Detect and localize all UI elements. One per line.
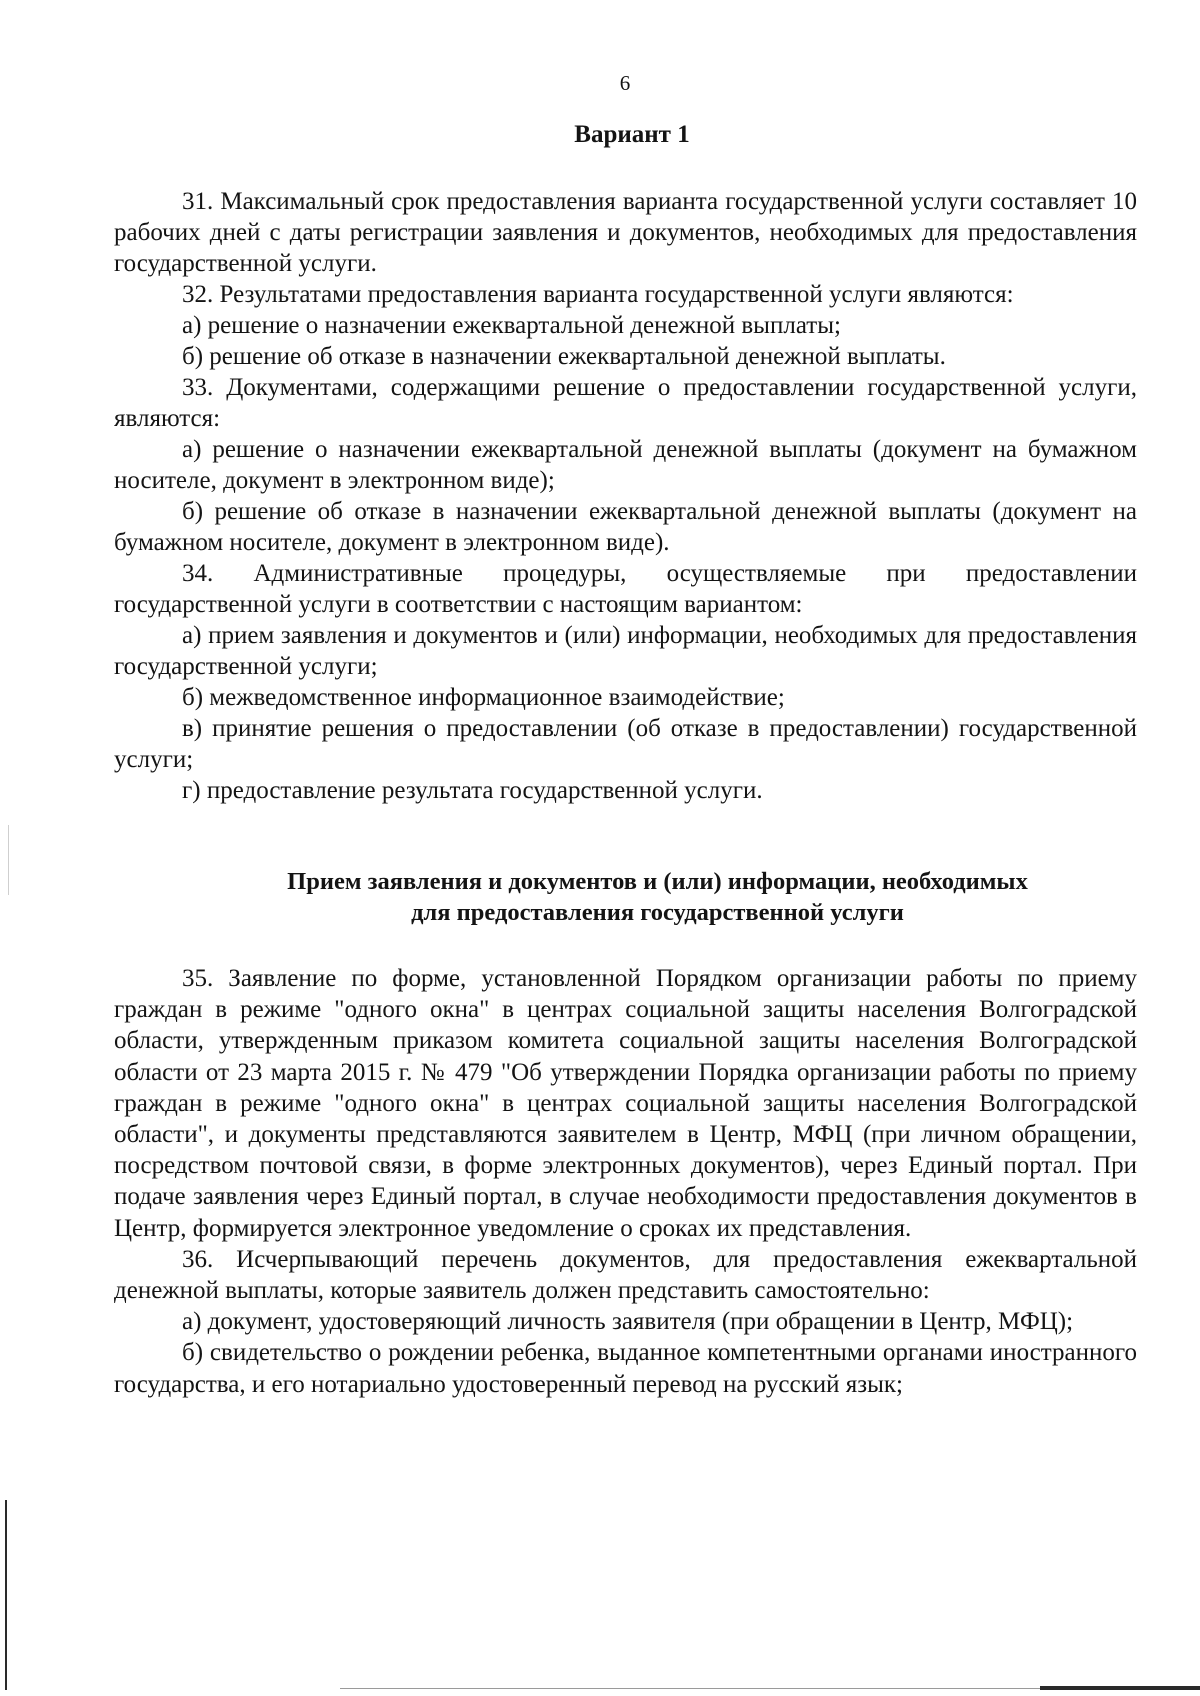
page-number: 6	[619, 71, 631, 95]
scan-artifact-bottom-edge	[1040, 1686, 1200, 1690]
paragraph-33-item-b: б) решение об отказе в назначении ежеквартальной денежной выплаты (документ на бумажном носителе, документ в электронном виде).	[114, 498, 1137, 556]
scan-artifact-left-edge	[5, 1500, 7, 1690]
paragraph-33-item-a: а) решение о назначении ежеквартальной денежной выплаты (документ на бумажном носителе, документ в электронном виде);	[114, 436, 1137, 494]
body-text-part1	[114, 186, 1137, 806]
section-heading-line-2: для предоставления государственной услуги	[411, 899, 904, 926]
paragraph-31: 31. Максимальный срок предоставления варианта государственной услуги составляет 10 рабочих дней с даты регистрации заявления и документов, необходимых для предоставления государственной услуги.	[114, 188, 1137, 277]
paragraph-32-item-b: б) решение об отказе в назначении ежеквартальной денежной выплаты.	[182, 343, 946, 370]
paragraph-32-item-a: а) решение о назначении ежеквартальной денежной выплаты;	[182, 312, 841, 339]
paragraph-34-item-b: б) межведомственное информационное взаимодействие;	[182, 684, 785, 711]
variant-title: Вариант 1	[574, 121, 690, 148]
scan-artifact-bottom-faint	[340, 1688, 1040, 1689]
paragraph-33: 33. Документами, содержащими решение о предоставлении государственной услуги, являются:	[114, 374, 1137, 432]
section-heading-line-1: Прием заявления и документов и (или) информации, необходимых	[287, 868, 1028, 895]
paragraph-35: 35. Заявление по форме, установленной Порядком организации работы по приему граждан в режиме "одного окна" в центрах социальной защиты населения Волгоградской области, утвержденным приказом комитета социальной защиты населения Волгоградской области от 23 марта 2015 г. № 479 "Об утверждении Порядка организации работы по приему граждан в режиме "одного окна" в центрах социальной защиты населения Волгоградской области", и документы представляются заявителем в Центр, МФЦ (при личном обращении, посредством почтовой связи, в форме электронных документов), через Единый портал. При подаче заявления через Единый портал, в случае необходимости предоставления документов в Центр, формируется электронное уведомление о сроках их представления.	[114, 965, 1137, 1242]
paragraph-34-item-v: в) принятие решения о предоставлении (об отказе в предоставлении) государственной услуги;	[114, 715, 1137, 773]
body-text-part2	[114, 963, 1137, 1400]
paragraph-32: 32. Результатами предоставления варианта государственной услуги являются:	[182, 281, 1014, 308]
paragraph-34-item-a: а) прием заявления и документов и (или) информации, необходимых для предоставления государственной услуги;	[114, 622, 1137, 680]
scan-artifact-speck	[8, 825, 9, 895]
paragraph-36-item-b: б) свидетельство о рождении ребенка, выданное компетентными органами иностранного государства, и его нотариально удостоверенный перевод на русский язык;	[114, 1339, 1137, 1398]
paragraph-36: 36. Исчерпывающий перечень документов, для предоставления ежеквартальной денежной выплаты, которые заявитель должен представить самостоятельно:	[114, 1245, 1137, 1305]
paragraph-34: 34. Административные процедуры, осуществляемые при предоставлении государственной услуги в соответствии с настоящим вариантом:	[114, 560, 1137, 618]
paragraph-36-item-a: а) документ, удостоверяющий личность заявителя (при обращении в Центр, МФЦ);	[182, 1308, 1074, 1336]
section-heading	[160, 866, 1155, 928]
paragraph-34-item-g: г) предоставление результата государственной услуги.	[182, 777, 763, 804]
